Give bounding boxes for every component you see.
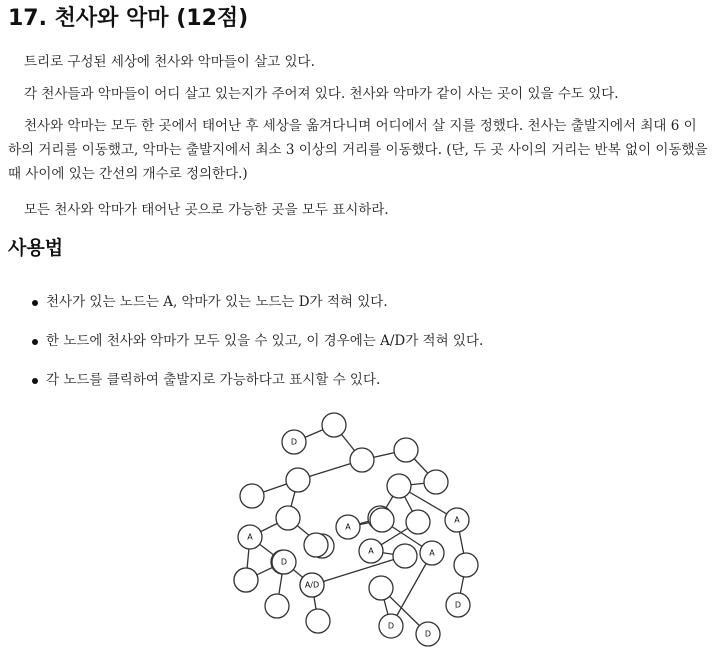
tree-node-circle[interactable] — [322, 413, 346, 437]
tree-node-circle[interactable] — [306, 609, 330, 633]
tree-node-circle[interactable] — [369, 576, 393, 600]
tree-node[interactable] — [234, 568, 258, 592]
tree-node-label: D — [290, 437, 298, 447]
tree-node[interactable] — [387, 474, 411, 498]
tree-node[interactable] — [240, 484, 264, 508]
tree-node[interactable] — [369, 576, 393, 600]
tree-node-label: D — [424, 629, 432, 639]
tree-node-circle[interactable] — [265, 594, 289, 618]
tree-node[interactable] — [322, 413, 346, 437]
tree-node-circle[interactable] — [406, 510, 430, 534]
tree-node-circle[interactable] — [286, 468, 310, 492]
tree-node-circle[interactable] — [394, 438, 418, 462]
usage-item-click: 각 노드를 클릭하여 출발지로 가능하다고 표시할 수 있다. — [32, 366, 483, 394]
tree-node-circle[interactable] — [424, 470, 448, 494]
usage-heading: 사용법 — [8, 237, 64, 259]
tree-node[interactable] — [454, 553, 478, 577]
tree-node[interactable] — [394, 438, 418, 462]
tree-node-circle[interactable] — [454, 553, 478, 577]
problem-title: 17. 천사와 악마 (12점) — [8, 6, 249, 31]
tree-node-label: A — [345, 522, 351, 532]
tree-node[interactable] — [379, 614, 403, 638]
problem-paragraph-2: 각 천사들과 악마들이 어디 살고 있는지가 주어져 있다. 천사와 악마가 같이 사는 곳이 있을 수도 있다. — [24, 86, 619, 102]
tree-node[interactable] — [265, 594, 289, 618]
tree-node-label: A — [429, 548, 435, 558]
tree-node-label: D — [280, 557, 288, 567]
tree-node[interactable] — [424, 470, 448, 494]
tree-node-label: D — [454, 600, 462, 610]
tree-node[interactable] — [406, 510, 430, 534]
tree-node[interactable] — [445, 508, 469, 532]
tree-node[interactable] — [306, 609, 330, 633]
tree-node-circle[interactable] — [240, 484, 264, 508]
tree-node-circle[interactable] — [387, 474, 411, 498]
problem-paragraph-4: 모든 천사와 악마가 태어난 곳으로 가능한 곳을 모두 표시하라. — [24, 202, 389, 218]
tree-node[interactable] — [276, 506, 300, 530]
tree-node[interactable] — [336, 515, 360, 539]
tree-node[interactable] — [420, 541, 444, 565]
problem-paragraph-1: 트리로 구성된 세상에 천사와 악마들이 살고 있다. — [24, 54, 315, 70]
tree-node[interactable] — [272, 550, 296, 574]
tree-node[interactable] — [282, 430, 306, 454]
tree-node[interactable] — [393, 544, 417, 568]
tree-node[interactable] — [370, 508, 394, 532]
tree-node[interactable] — [304, 533, 328, 557]
tree-node[interactable] — [446, 593, 470, 617]
tree-node[interactable] — [300, 573, 324, 597]
tree-node-circle[interactable] — [393, 544, 417, 568]
tree-node[interactable] — [359, 539, 383, 563]
tree-node-label: A — [247, 532, 253, 542]
problem-paragraph-3: 천사와 악마는 모두 한 곳에서 태어난 후 세상을 옮겨다니며 어디에서 살 지를 정했다. 천사는 출발지에서 최대 6 이하의 거리를 이동했고, 악마는 출발지에서 최소 3 이상의 거리를 이동했다. (단, 두 곳 사이의 거리는 반복 없이 이동했을 때 사이에 있는 간선의 개수로 정의한다.) — [8, 118, 708, 182]
tree-node-circle[interactable] — [234, 568, 258, 592]
tree-node-circle[interactable] — [276, 506, 300, 530]
tree-node-label: A — [454, 515, 460, 525]
tree-node-circle[interactable] — [370, 508, 394, 532]
usage-item-labels: 천사가 있는 노드는 A, 악마가 있는 노드는 D가 적혀 있다. — [32, 288, 483, 316]
tree-node-label: A/D — [304, 580, 320, 590]
tree-node-label: D — [387, 621, 395, 631]
tree-node[interactable] — [286, 468, 310, 492]
tree-node-circle[interactable] — [350, 448, 374, 472]
tree-node-label: A — [368, 546, 374, 556]
usage-item-both: 한 노드에 천사와 악마가 모두 있을 수 있고, 이 경우에는 A/D가 적혀 있다. — [32, 327, 483, 355]
tree-node-circle[interactable] — [304, 533, 328, 557]
tree-node[interactable] — [238, 525, 262, 549]
tree-node[interactable] — [416, 622, 440, 646]
tree-node[interactable] — [350, 448, 374, 472]
